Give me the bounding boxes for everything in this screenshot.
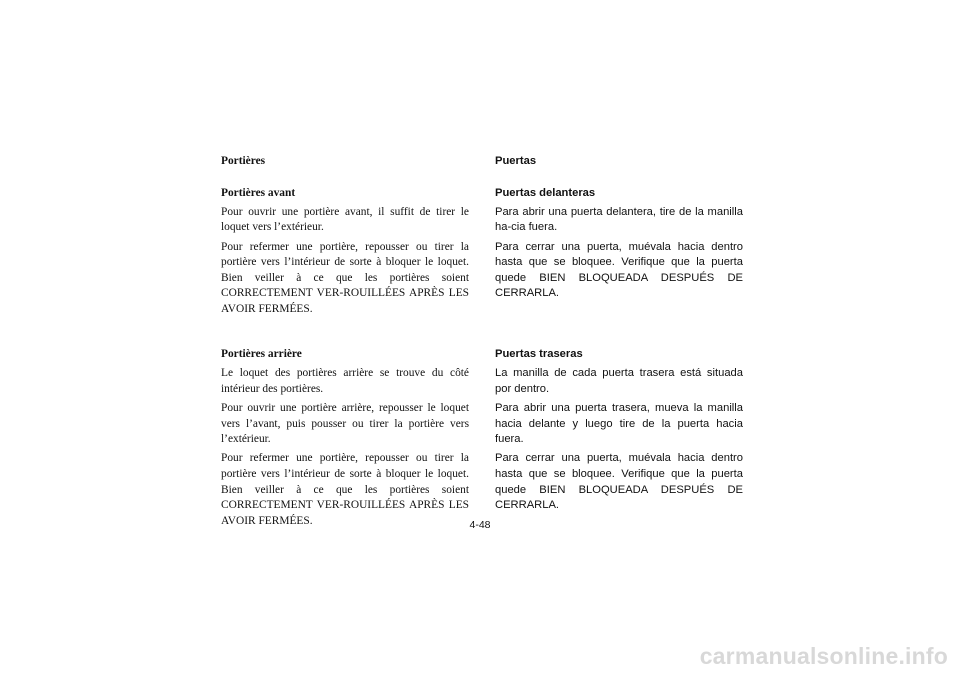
spanish-rear-section (495, 347, 743, 517)
spanish-rear-paragraph: Para cerrar una puerta, muévala hacia dentro hasta que se bloquee. Verifique que la puerta quede BIEN BLOQUEADA DESPUÉS DE CERRARLA. (495, 452, 743, 512)
french-rear-paragraph: Pour ouvrir une portière arrière, repousser le loquet vers l’avant, puis pousser ou tirer la portière vers l’extérieur. (221, 401, 469, 446)
spanish-front-heading: Puertas delanteras (495, 186, 596, 199)
french-front-paragraph: Pour refermer une portière, repousser ou tirer la portière vers l’intérieur de sorte à bloquer le loquet. Bien veiller à ce que les portières soient CORRECTEMENT VER-ROUILLÉES APRÈS LES AVOIR FERMÉES. (221, 240, 469, 315)
spanish-section-title: Puertas (495, 155, 537, 167)
french-rear-heading: Portières arrière (221, 348, 302, 360)
french-front-heading: Portières avant (221, 186, 296, 199)
french-rear-section (221, 347, 469, 533)
french-rear-paragraph: Pour refermer une portière, repousser ou tirer la portière vers l’intérieur de sorte à bloquer le loquet. Bien veiller à ce que les portières soient CORRECTEMENT VER-ROUILLÉES APRÈS LES AVOIR FERMÉES. (221, 452, 469, 527)
spanish-rear-paragraph: Para abrir una puerta trasera, mueva la manilla hacia delante y luego tire de la puerta hacia fuera. (495, 401, 743, 446)
french-section-title: Portières (221, 155, 266, 167)
spanish-rear-heading: Puertas traseras (495, 348, 583, 360)
spanish-rear-paragraph: La manilla de cada puerta trasera está situada por dentro. (495, 367, 743, 395)
spanish-front-paragraph: Para cerrar una puerta, muévala hacia dentro hasta que se bloquee. Verifique que la puerta quede BIEN BLOQUEADA DESPUÉS DE CERRARLA. (495, 240, 743, 300)
french-front-paragraph: Pour ouvrir une portière avant, il suffit de tirer le loquet vers l’extérieur. (221, 205, 469, 234)
french-rear-paragraph: Le loquet des portières arrière se trouve du côté intérieur des portières. (221, 367, 469, 395)
watermark: carmanualsonline.info (699, 643, 948, 669)
page-number: 4-48 (469, 519, 491, 531)
spanish-front-paragraph: Para abrir una puerta delantera, tire de la manilla ha-cia fuera. (495, 205, 743, 234)
french-front-section (221, 154, 469, 321)
spanish-front-section (495, 154, 743, 306)
